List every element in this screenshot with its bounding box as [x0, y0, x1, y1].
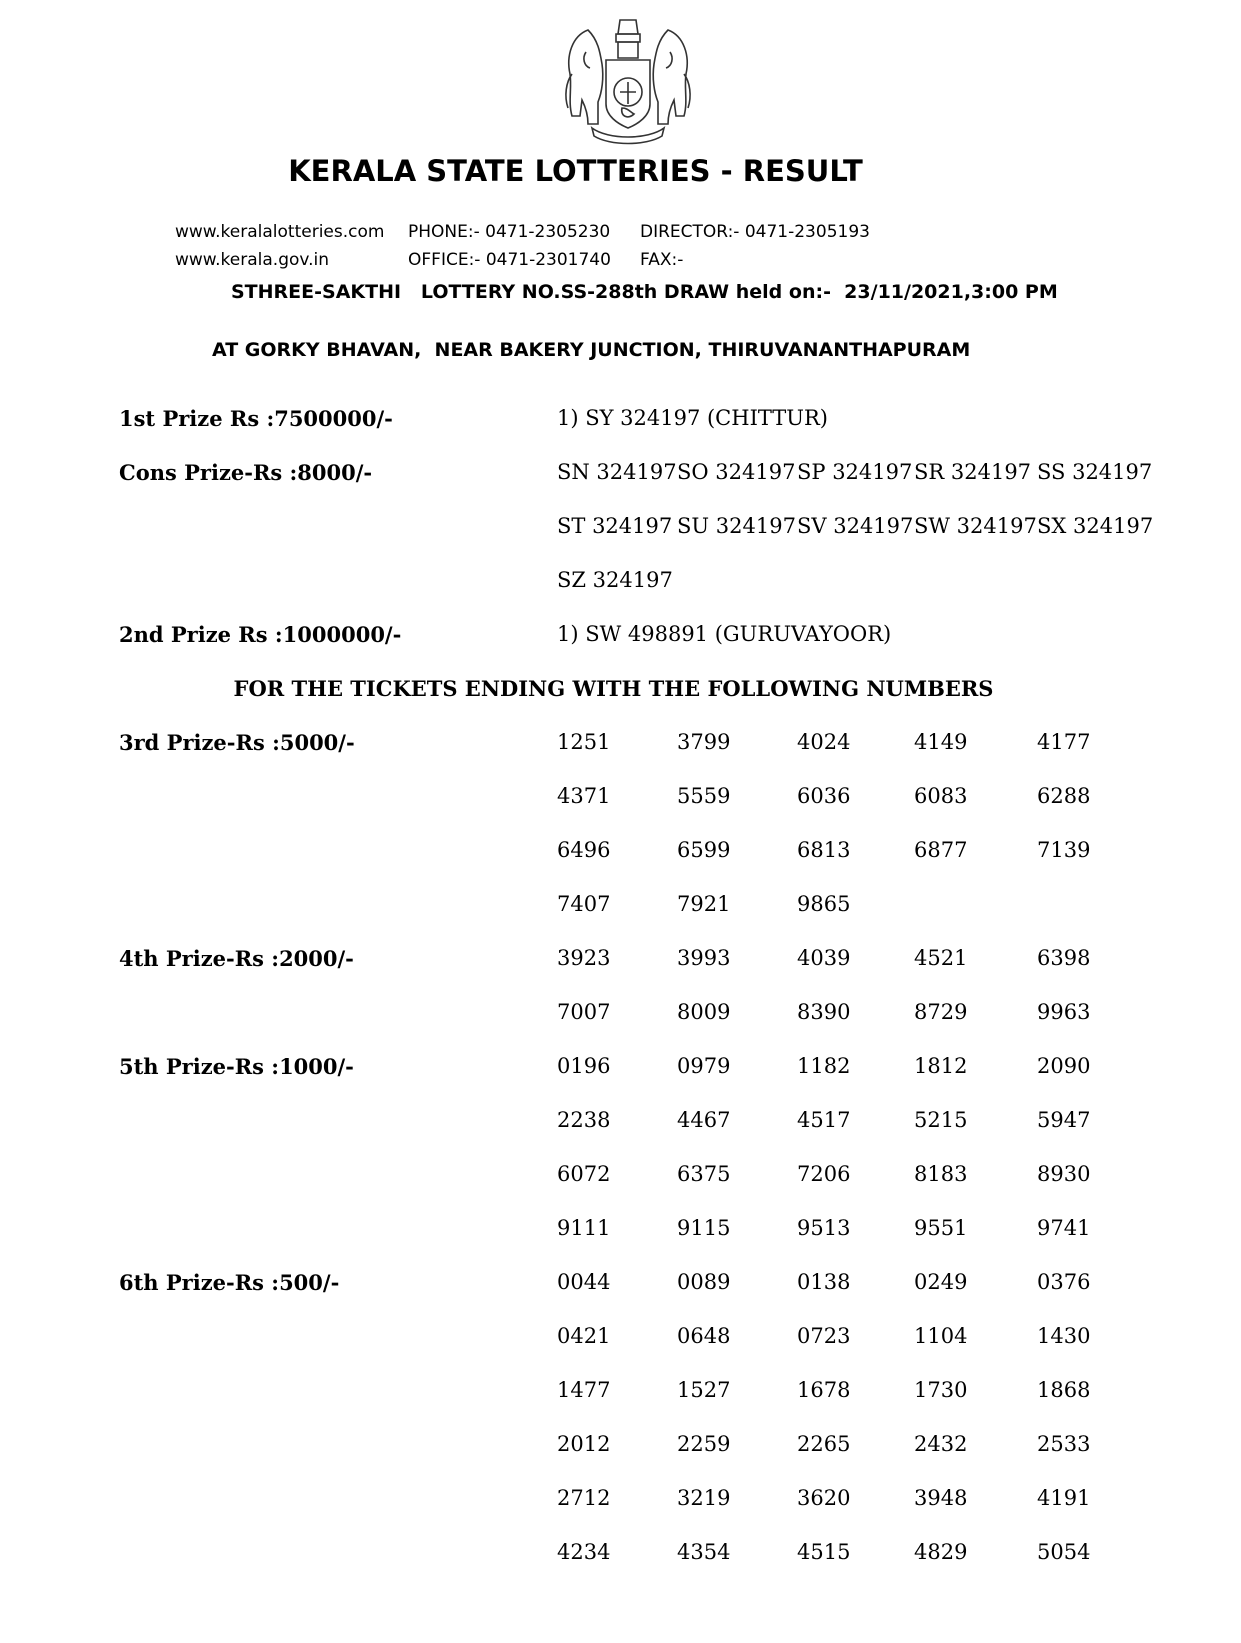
cons-number: SP 324197 — [797, 460, 913, 484]
ending-number: 4191 — [1037, 1486, 1091, 1510]
ending-number: 1430 — [1037, 1324, 1091, 1348]
ending-number: 7007 — [557, 1000, 611, 1024]
ending-number: 1182 — [797, 1054, 851, 1078]
ending-number: 0376 — [1037, 1270, 1091, 1294]
ending-number: 0044 — [557, 1270, 611, 1294]
office-number: OFFICE:- 0471-2301740 — [408, 250, 611, 270]
ending-number: 6083 — [914, 784, 968, 808]
ending-number: 0421 — [557, 1324, 611, 1348]
cons-number: SW 324197 — [914, 514, 1037, 538]
ending-number: 9111 — [557, 1216, 611, 1240]
ending-number: 7921 — [677, 892, 731, 916]
ending-number: 4024 — [797, 730, 851, 754]
ending-number: 1477 — [557, 1378, 611, 1402]
director-number: DIRECTOR:- 0471-2305193 — [640, 222, 870, 242]
ending-number: 2090 — [1037, 1054, 1091, 1078]
ending-number: 4515 — [797, 1540, 851, 1564]
sixth-prize-label: 6th Prize-Rs :500/- — [119, 1270, 340, 1295]
ending-number: 4177 — [1037, 730, 1091, 754]
ending-number: 2712 — [557, 1486, 611, 1510]
ending-number: 1527 — [677, 1378, 731, 1402]
ending-number: 2533 — [1037, 1432, 1091, 1456]
ending-number: 1868 — [1037, 1378, 1091, 1402]
cons-number: SZ 324197 — [557, 568, 673, 592]
ending-number: 1678 — [797, 1378, 851, 1402]
ending-number: 4039 — [797, 946, 851, 970]
kerala-emblem-icon — [558, 12, 698, 148]
ending-number: 0089 — [677, 1270, 731, 1294]
ending-number: 4829 — [914, 1540, 968, 1564]
website-link-lotteries[interactable]: www.keralalotteries.com — [175, 222, 385, 242]
ending-number: 4467 — [677, 1108, 731, 1132]
ending-number: 2432 — [914, 1432, 968, 1456]
ending-number: 2238 — [557, 1108, 611, 1132]
ending-number: 3993 — [677, 946, 731, 970]
ending-numbers-heading: FOR THE TICKETS ENDING WITH THE FOLLOWING NUMBERS — [233, 676, 994, 701]
ending-number: 1812 — [914, 1054, 968, 1078]
website-link-gov[interactable]: www.kerala.gov.in — [175, 250, 330, 270]
second-prize-label: 2nd Prize Rs :1000000/- — [119, 622, 402, 647]
first-prize-winner: 1) SY 324197 (CHITTUR) — [557, 406, 828, 430]
fax-number: FAX:- — [640, 250, 684, 270]
ending-number: 1251 — [557, 730, 611, 754]
ending-number: 9741 — [1037, 1216, 1091, 1240]
cons-number: SV 324197 — [797, 514, 914, 538]
ending-number: 6288 — [1037, 784, 1091, 808]
ending-number: 9513 — [797, 1216, 851, 1240]
third-prize-label: 3rd Prize-Rs :5000/- — [119, 730, 355, 755]
ending-number: 6375 — [677, 1162, 731, 1186]
ending-number: 8183 — [914, 1162, 968, 1186]
ending-number: 7139 — [1037, 838, 1091, 862]
ending-number: 7407 — [557, 892, 611, 916]
ending-number: 6072 — [557, 1162, 611, 1186]
draw-info: STHREE-SAKTHI LOTTERY NO.SS-288th DRAW held on:- 23/11/2021,3:00 PM — [231, 281, 1058, 303]
cons-prize-label: Cons Prize-Rs :8000/- — [119, 460, 373, 485]
page-title: KERALA STATE LOTTERIES - RESULT — [288, 154, 863, 188]
ending-number: 0249 — [914, 1270, 968, 1294]
ending-number: 1104 — [914, 1324, 968, 1348]
ending-number: 3923 — [557, 946, 611, 970]
ending-number: 4149 — [914, 730, 968, 754]
ending-number: 0723 — [797, 1324, 851, 1348]
ending-number: 0138 — [797, 1270, 851, 1294]
ending-number: 8009 — [677, 1000, 731, 1024]
ending-number: 6036 — [797, 784, 851, 808]
ending-number: 0648 — [677, 1324, 731, 1348]
fourth-prize-label: 4th Prize-Rs :2000/- — [119, 946, 354, 971]
cons-number: SO 324197 — [677, 460, 796, 484]
ending-number: 4354 — [677, 1540, 731, 1564]
ending-number: 5559 — [677, 784, 731, 808]
ending-number: 9865 — [797, 892, 851, 916]
ending-number: 2259 — [677, 1432, 731, 1456]
ending-number: 6496 — [557, 838, 611, 862]
ending-number: 2012 — [557, 1432, 611, 1456]
ending-number: 4517 — [797, 1108, 851, 1132]
ending-number: 1730 — [914, 1378, 968, 1402]
ending-number: 7206 — [797, 1162, 851, 1186]
ending-number: 8390 — [797, 1000, 851, 1024]
ending-number: 3948 — [914, 1486, 968, 1510]
cons-number: SX 324197 — [1037, 514, 1154, 538]
phone-number: PHONE:- 0471-2305230 — [408, 222, 611, 242]
first-prize-label: 1st Prize Rs :7500000/- — [119, 406, 393, 431]
cons-number: SN 324197 — [557, 460, 677, 484]
ending-number: 8729 — [914, 1000, 968, 1024]
draw-venue: AT GORKY BHAVAN, NEAR BAKERY JUNCTION, THIRUVANANTHAPURAM — [212, 339, 971, 361]
fifth-prize-label: 5th Prize-Rs :1000/- — [119, 1054, 354, 1079]
ending-number: 6813 — [797, 838, 851, 862]
ending-number: 6877 — [914, 838, 968, 862]
cons-number: SR 324197 — [914, 460, 1032, 484]
ending-number: 3799 — [677, 730, 731, 754]
cons-number: ST 324197 — [557, 514, 673, 538]
ending-number: 0979 — [677, 1054, 731, 1078]
ending-number: 4371 — [557, 784, 611, 808]
ending-number: 4521 — [914, 946, 968, 970]
ending-number: 2265 — [797, 1432, 851, 1456]
ending-number: 5215 — [914, 1108, 968, 1132]
ending-number: 9115 — [677, 1216, 731, 1240]
ending-number: 8930 — [1037, 1162, 1091, 1186]
ending-number: 6599 — [677, 838, 731, 862]
second-prize-winner: 1) SW 498891 (GURUVAYOOR) — [557, 622, 892, 646]
ending-number: 9551 — [914, 1216, 968, 1240]
ending-number: 5947 — [1037, 1108, 1091, 1132]
cons-number: SU 324197 — [677, 514, 796, 538]
ending-number: 3219 — [677, 1486, 731, 1510]
ending-number: 3620 — [797, 1486, 851, 1510]
ending-number: 6398 — [1037, 946, 1091, 970]
ending-number: 0196 — [557, 1054, 611, 1078]
ending-number: 9963 — [1037, 1000, 1091, 1024]
ending-number: 5054 — [1037, 1540, 1091, 1564]
cons-number: SS 324197 — [1037, 460, 1153, 484]
ending-number: 4234 — [557, 1540, 611, 1564]
